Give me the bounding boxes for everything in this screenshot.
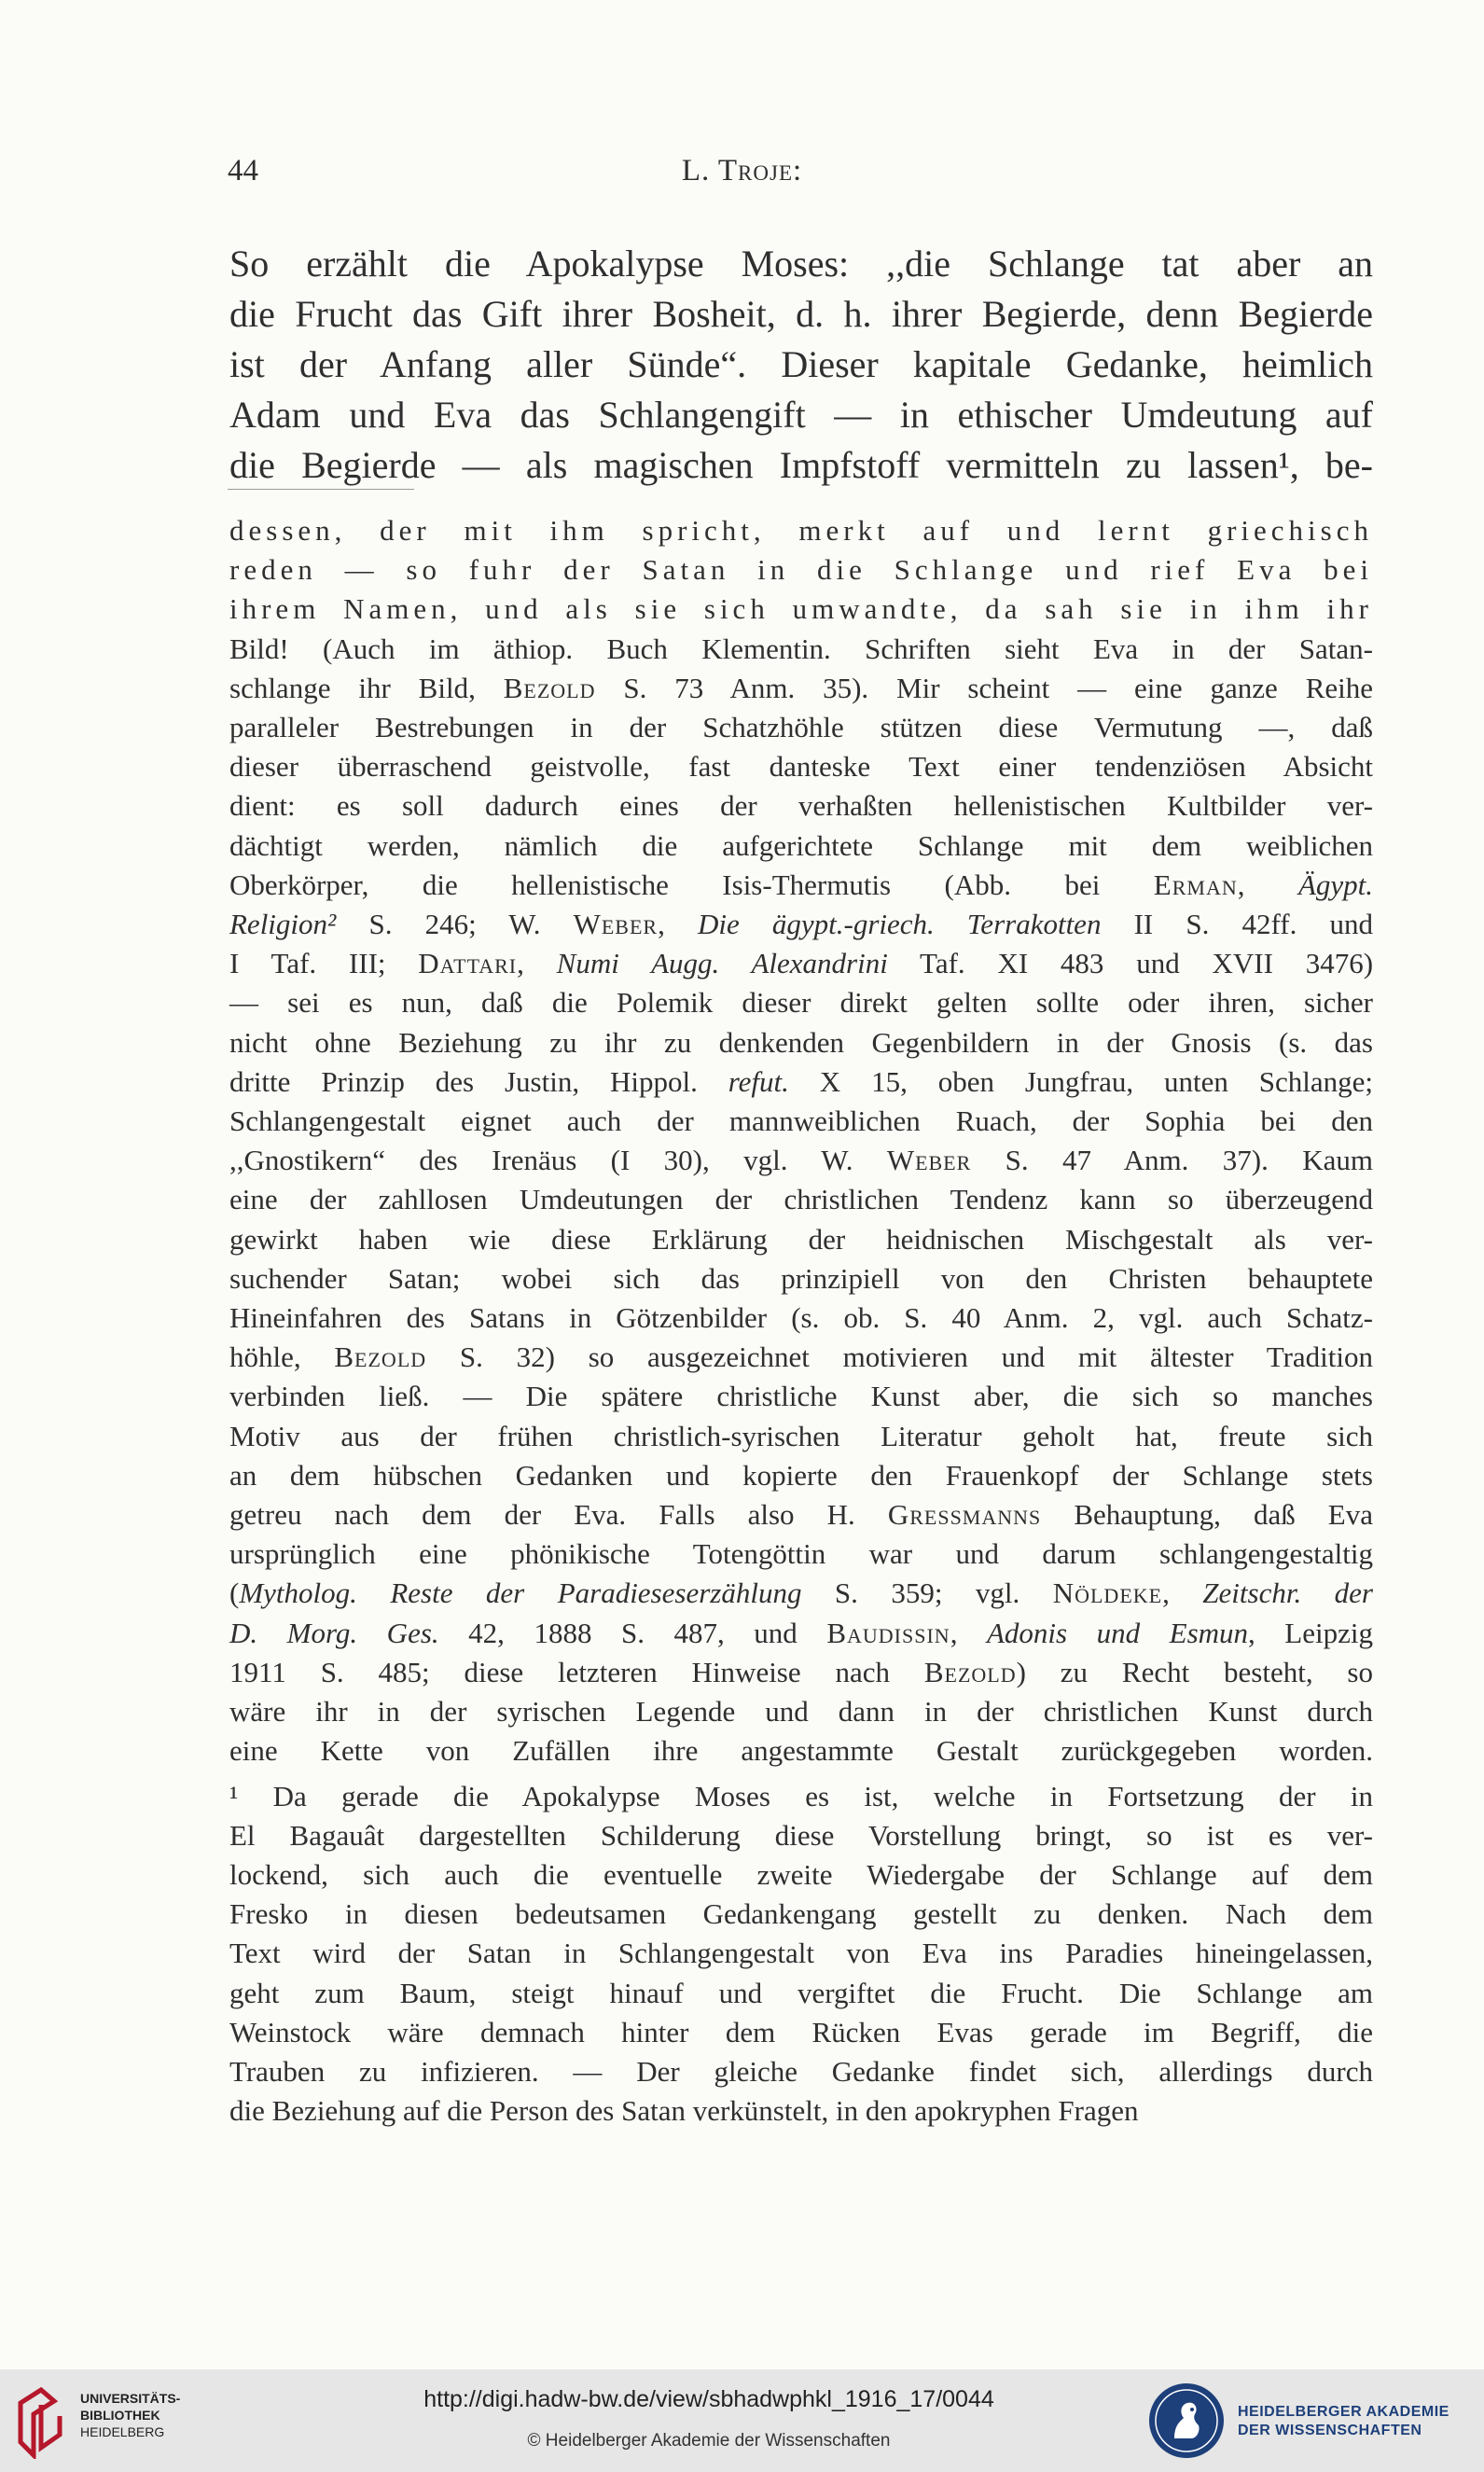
- title-citation: Die ägypt.-griech. Terrakotten: [697, 908, 1102, 941]
- ub-line-3: HEIDELBERG: [80, 2424, 165, 2439]
- footnote-rule: [228, 489, 414, 490]
- author-name: Bezold: [334, 1340, 427, 1374]
- footnote-line: [229, 983, 1373, 1022]
- title-citation: refut.: [728, 1064, 789, 1098]
- footnote-text: Fresko in diesen bedeutsamen Gedankengang gestellt zu denken. Nach dem: [229, 1897, 1373, 1931]
- footnote-line: [229, 590, 1373, 629]
- footnote-line: [229, 1141, 1373, 1180]
- footnote-text: ,: [517, 947, 557, 980]
- ub-heidelberg-logo[interactable]: [13, 2381, 190, 2465]
- copyright-notice: © Heidelberger Akademie der Wissenschaften: [527, 2431, 891, 2451]
- footnote-1-line: [229, 1855, 1373, 1895]
- footnote-text: die Beziehung auf die Person des Satan verkünstelt, in den apokryphen Fragen: [229, 2094, 1139, 2128]
- footnote-line: [229, 1338, 1373, 1377]
- footnote-text: Bild! (Auch im äthiop. Buch Klementin. Schriften sieht Eva in der Satan-: [229, 632, 1373, 665]
- footnote-line: [229, 866, 1373, 905]
- author-name: Erman: [1153, 868, 1238, 901]
- footnote-1-line: [229, 1895, 1373, 1934]
- footnote-text: dächtigt werden, nämlich die aufgerichtete Schlange mit dem weiblichen: [229, 828, 1373, 862]
- academy-seal-icon: [1146, 2381, 1227, 2461]
- footnote-text: Trauben zu infizieren. — Der gleiche Gedanke findet sich, allerdings durch: [229, 2054, 1373, 2088]
- footnote-text: geht zum Baum, steigt hinauf und vergiftet die Frucht. Die Schlange am: [229, 1976, 1373, 2009]
- body-line: So erzählt die Apokalypse Moses: ,,die Schlange tat aber an: [229, 243, 1373, 285]
- footnote-line: [229, 1417, 1373, 1456]
- footnote-line: [229, 1456, 1373, 1495]
- footnote-line: [229, 1574, 1373, 1613]
- footnote-1-line: [229, 1934, 1373, 1973]
- viewer-footer: [0, 2369, 1484, 2472]
- footnote-text: Oberkörper, die hellenistische Isis-Thermutis (Abb. bei: [229, 868, 1154, 901]
- footnote-text: S. 47 Anm. 37). Kaum: [971, 1144, 1373, 1177]
- footnote-line: [229, 826, 1373, 866]
- footnote-text: dient: es soll dadurch eines der verhaßten hellenistischen Kultbilder ver-: [229, 789, 1373, 823]
- footnote-text: S. 73 Anm. 35). Mir scheint — eine ganze Reihe: [595, 671, 1373, 704]
- main-text: [229, 239, 1373, 491]
- footnote-line: [229, 1180, 1373, 1219]
- ub-line-2: BIBLIOTHEK: [80, 2408, 160, 2423]
- footnote-1-line: [229, 2013, 1373, 2052]
- footnote-text: dieser überraschend geistvolle, fast danteske Text einer tendenziösen Absicht: [229, 750, 1373, 784]
- author-name: Nöldeke: [1052, 1576, 1163, 1610]
- footnote-text: Schlangengestalt eignet auch der mannweiblichen Ruach, der Sophia bei den: [229, 1104, 1373, 1138]
- footnote-line: [229, 1495, 1373, 1535]
- body-line: die Begierde — als magischen Impfstoff vermitteln zu lassen¹, be-: [229, 444, 1373, 486]
- author-name: Weber: [886, 1144, 972, 1177]
- author-name: Bezold: [923, 1655, 1017, 1688]
- footnote-text: 1911 S. 485; diese letzteren Hinweise nach: [229, 1655, 924, 1688]
- footnote-1-line: [229, 2052, 1373, 2091]
- footnote-text: ,: [1237, 868, 1298, 901]
- footnote-line: [229, 1653, 1373, 1692]
- title-citation: Numi Augg. Alexandrini: [556, 947, 888, 980]
- body-line: Adam und Eva das Schlangengift — in ethischer Umdeutung auf: [229, 394, 1373, 436]
- footnote-line: [229, 1731, 1373, 1771]
- academy-line-2: DER WISSENSCHAFTEN: [1238, 2423, 1422, 2438]
- footnote-text: höhle,: [229, 1340, 335, 1374]
- footnote-text: eine Kette von Zufällen ihre angestammte Gestalt zurückgegeben worden.: [229, 1734, 1373, 1768]
- footnote-text: ) zu Recht besteht, so: [1016, 1655, 1374, 1688]
- title-citation: D. Morg. Ges.: [229, 1616, 439, 1649]
- footnote-text: I Taf. III;: [229, 947, 419, 980]
- footnote-text: II S. 42ff. und: [1101, 908, 1373, 941]
- footnote-text: lockend, sich auch die eventuelle zweite Wiedergabe der Schlange auf dem: [229, 1857, 1373, 1891]
- footnote-text: Weinstock wäre demnach hinter dem Rücken Evas gerade im Begriff, die: [229, 2015, 1373, 2048]
- footnote-1-line: [229, 2091, 1373, 2131]
- footnote-line: [229, 550, 1373, 590]
- footnote-text: dessen, der mit ihm spricht, merkt auf und lernt griechisch: [229, 514, 1373, 547]
- title-citation: Religion²: [229, 908, 337, 941]
- footnote-text: Behauptung, daß Eva: [1041, 1498, 1373, 1532]
- footnote-text: S. 32) so ausgezeichnet motivieren und mit ältester Tradition: [426, 1340, 1373, 1374]
- body-line: ist der Anfang aller Sünde“. Dieser kapitale Gedanke, heimlich: [229, 343, 1373, 385]
- footnote-line: [229, 708, 1373, 747]
- academy-name: [1238, 2403, 1449, 2440]
- title-citation: Mytholog. Reste der Paradieseserzählung: [239, 1576, 802, 1610]
- footnote-line: [229, 669, 1373, 708]
- page-header: [0, 154, 1484, 201]
- footnote-text: S. 246; W.: [336, 908, 574, 941]
- footnote-text: Taf. XI 483 und XVII 3476): [887, 947, 1374, 980]
- footnote-text: ,: [658, 908, 698, 941]
- footnote-text: S. 359; vgl.: [801, 1576, 1053, 1610]
- author-name: Baudissin: [826, 1616, 950, 1649]
- author-name: Dattari: [418, 947, 518, 980]
- footnote-text: ,: [950, 1616, 987, 1649]
- footnote-text: El Bagauât dargestellten Schilderung diese Vorstellung bringt, so ist es ver-: [229, 1818, 1373, 1852]
- footnote-line: [229, 1692, 1373, 1731]
- footnote-text: nicht ohne Beziehung zu ihr zu denkenden Gegenbildern in der Gnosis (s. das: [229, 1025, 1373, 1059]
- footnote-line: [229, 1614, 1373, 1653]
- footnote-line: [229, 630, 1373, 669]
- title-citation: Ägypt.: [1297, 868, 1373, 901]
- footnote-line: [229, 786, 1373, 826]
- footnote-line: [229, 1023, 1373, 1062]
- footnote-1-line: [229, 1974, 1373, 2013]
- page-number: 44: [228, 154, 258, 187]
- footnote-text: verbinden ließ. — Die spätere christliche Kunst aber, die sich so manches: [229, 1380, 1373, 1413]
- author-name: Bezold: [503, 671, 596, 704]
- footnote-line: [229, 511, 1373, 550]
- footnote-text: Motiv aus der frühen christlich-syrischen Literatur geholt hat, freute sich: [229, 1419, 1373, 1452]
- author-name: Gressmanns: [887, 1498, 1042, 1532]
- footnote-text: dritte Prinzip des Justin, Hippol.: [229, 1064, 728, 1098]
- footnotes: [229, 511, 1373, 2131]
- footnote-text: getreu nach dem der Eva. Falls also H.: [229, 1498, 888, 1532]
- footnote-text: eine der zahllosen Umdeutungen der christlichen Tendenz kann so überzeugend: [229, 1183, 1373, 1216]
- footnote-text: an dem hübschen Gedanken und kopierte den Frauenkopf der Schlange stets: [229, 1458, 1373, 1492]
- footnote-line: [229, 1220, 1373, 1259]
- footnote-1-line: [229, 1777, 1373, 1816]
- footnote-line: [229, 1535, 1373, 1574]
- running-head: L. Troje:: [681, 154, 803, 187]
- footnote-line: [229, 747, 1373, 786]
- footnote-line: [229, 1259, 1373, 1298]
- footnote-text: , Leipzig: [1248, 1616, 1373, 1649]
- author-name: Weber: [573, 908, 659, 941]
- footnote-text: paralleler Bestrebungen in der Schatzhöhle stützen diese Vermutung —, daß: [229, 711, 1373, 744]
- ub-logo-icon: [13, 2386, 69, 2459]
- footnote-text: — sei es nun, daß die Polemik dieser direkt gelten sollte oder ihren, sicher: [229, 986, 1373, 1020]
- footnote-text: Text wird der Satan in Schlangengestalt von Eva ins Paradies hineingelassen,: [229, 1937, 1373, 1970]
- footnote-text: ,,Gnostikern“ des Irenäus (I 30), vgl. W.: [229, 1144, 887, 1177]
- footnote-text: schlange ihr Bild,: [229, 671, 504, 704]
- footnote-text: ¹ Da gerade die Apokalypse Moses es ist, welche in Fortsetzung der in: [229, 1779, 1373, 1812]
- footnote-line: [229, 944, 1373, 983]
- footnote-text: (: [229, 1576, 240, 1610]
- footnote-line: [229, 1377, 1373, 1416]
- footnote-text: Hineinfahren des Satans in Götzenbilder (s. ob. S. 40 Anm. 2, vgl. auch Schatz-: [229, 1301, 1373, 1335]
- academy-line-1: HEIDELBERGER AKADEMIE: [1238, 2404, 1449, 2420]
- footnote-line: [229, 1062, 1373, 1102]
- footnote-text: ursprünglich eine phönikische Totengöttin war und darum schlangengestaltig: [229, 1537, 1373, 1571]
- permalink-url[interactable]: http://digi.hadw-bw.de/view/sbhadwphkl_1916_17/0044: [423, 2386, 994, 2412]
- footnote-text: 42, 1888 S. 487, und: [438, 1616, 827, 1649]
- footnote-text: X 15, oben Jungfrau, unten Schlange;: [788, 1064, 1373, 1098]
- footnote-line: [229, 1298, 1373, 1338]
- ub-line-1: UNIVERSITÄTS-: [80, 2391, 181, 2406]
- footnote-line: [229, 1102, 1373, 1141]
- body-line: die Frucht das Gift ihrer Bosheit, d. h. ihrer Begierde, denn Begierde: [229, 293, 1373, 335]
- footnote-text: reden — so fuhr der Satan in die Schlange und rief Eva bei: [229, 553, 1373, 587]
- footnote-1-line: [229, 1816, 1373, 1855]
- footnote-text: gewirkt haben wie diese Erklärung der heidnischen Mischgestalt als ver-: [229, 1222, 1373, 1256]
- footnote-text: wäre ihr in der syrischen Legende und dann in der christlichen Kunst durch: [229, 1695, 1373, 1729]
- hadw-logo[interactable]: [1143, 2377, 1478, 2465]
- footnote-text: ,: [1162, 1576, 1203, 1610]
- title-citation: Adonis und Esmun: [986, 1616, 1249, 1649]
- footnote-text: suchender Satan; wobei sich das prinzipiell von den Christen behauptete: [229, 1261, 1373, 1295]
- ub-logo-text: [80, 2390, 180, 2440]
- title-citation: Zeitschr. der: [1202, 1576, 1373, 1610]
- footnote-line: [229, 905, 1373, 944]
- footnote-text: ihrem Namen, und als sie sich umwandte, da sah sie in ihm ihr: [229, 592, 1373, 626]
